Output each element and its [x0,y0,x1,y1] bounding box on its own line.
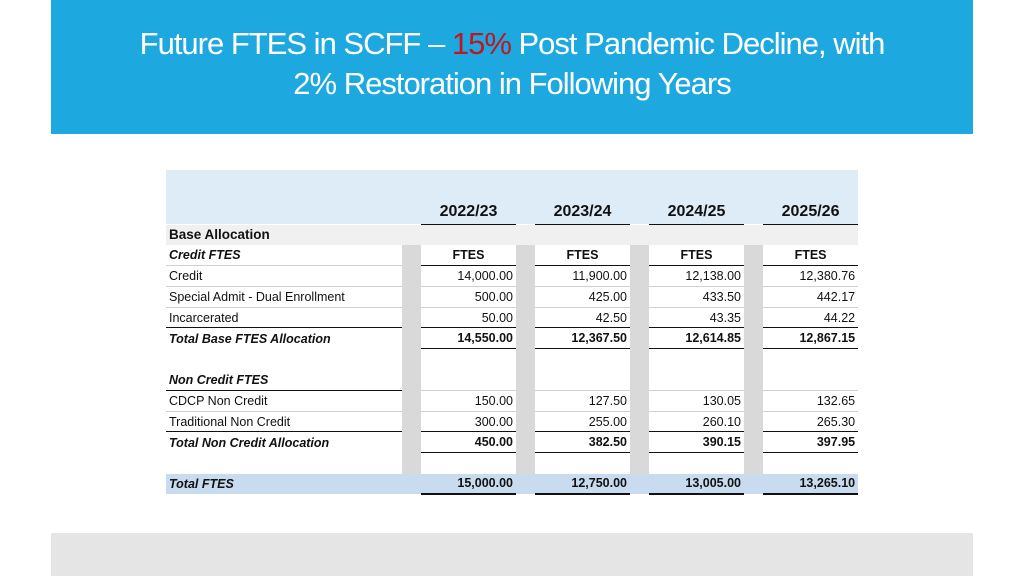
cell-value: 12,367.50 [535,328,630,349]
cell-value: 13,005.00 [649,474,744,495]
table-row [166,286,858,307]
row-label: Total Non Credit Allocation [166,432,402,453]
footer-bar [51,533,973,576]
credit-section-label: Credit FTES [166,245,402,266]
cell-value: 43.35 [649,307,744,328]
year-header: 2025/26 [763,200,858,224]
cell-value: 42.50 [535,307,630,328]
noncredit-section-header-row [166,370,858,391]
cell-value: 265.30 [763,411,858,432]
cell-value: 12,614.85 [649,328,744,349]
cell-value: 500.00 [421,286,516,307]
table-row [166,266,858,287]
table-header-spacer [166,170,858,200]
row-label: CDCP Non Credit [166,390,402,411]
table-row [166,307,858,328]
title-banner [51,0,973,134]
title-suffix: Post Pandemic Decline, with [510,26,885,61]
ftes-table [166,170,858,495]
year-header: 2024/25 [649,200,744,224]
title-line-2: 2% Restoration in Following Years [293,66,731,101]
cell-value: 12,867.15 [763,328,858,349]
unit-header: FTES [649,245,744,266]
spacer-row [166,453,858,474]
cell-value: 130.05 [649,390,744,411]
year-header: 2022/23 [421,200,516,224]
cell-value: 425.00 [535,286,630,307]
cell-value: 433.50 [649,286,744,307]
row-label: Incarcerated [166,307,402,328]
cell-value: 132.65 [763,390,858,411]
cell-value: 50.00 [421,307,516,328]
unit-header: FTES [535,245,630,266]
table-row [166,390,858,411]
ftes-table-container [166,170,858,495]
title-accent-percent: 15% [451,26,511,61]
table-row [166,411,858,432]
row-label: Special Admit - Dual Enrollment [166,286,402,307]
credit-section-header-row [166,245,858,266]
noncredit-section-label: Non Credit FTES [166,370,402,391]
cell-value: 382.50 [535,432,630,453]
cell-value: 255.00 [535,411,630,432]
cell-value: 450.00 [421,432,516,453]
unit-header: FTES [763,245,858,266]
cell-value: 150.00 [421,390,516,411]
cell-value: 300.00 [421,411,516,432]
title-line-1 [140,24,885,64]
grand-total-row [166,474,858,495]
cell-value: 12,750.00 [535,474,630,495]
base-allocation-label: Base Allocation [166,224,858,245]
row-label: Total Base FTES Allocation [166,328,402,349]
row-label: Traditional Non Credit [166,411,402,432]
cell-value: 260.10 [649,411,744,432]
year-header-row [166,200,858,224]
cell-value: 14,550.00 [421,328,516,349]
cell-value: 12,380.76 [763,266,858,287]
cell-value: 11,900.00 [535,266,630,287]
cell-value: 44.22 [763,307,858,328]
cell-value: 442.17 [763,286,858,307]
cell-value: 127.50 [535,390,630,411]
cell-value: 397.95 [763,432,858,453]
cell-value: 390.15 [649,432,744,453]
row-label: Credit [166,266,402,287]
year-header: 2023/24 [535,200,630,224]
cell-value: 15,000.00 [421,474,516,495]
title-prefix: Future FTES in SCFF – [139,26,452,61]
unit-header: FTES [421,245,516,266]
cell-value: 14,000.00 [421,266,516,287]
base-allocation-row [166,224,858,245]
row-label: Total FTES [166,474,402,495]
cell-value: 12,138.00 [649,266,744,287]
total-base-row [166,328,858,349]
cell-value: 13,265.10 [763,474,858,495]
spacer-row [166,349,858,370]
total-noncredit-row [166,432,858,453]
